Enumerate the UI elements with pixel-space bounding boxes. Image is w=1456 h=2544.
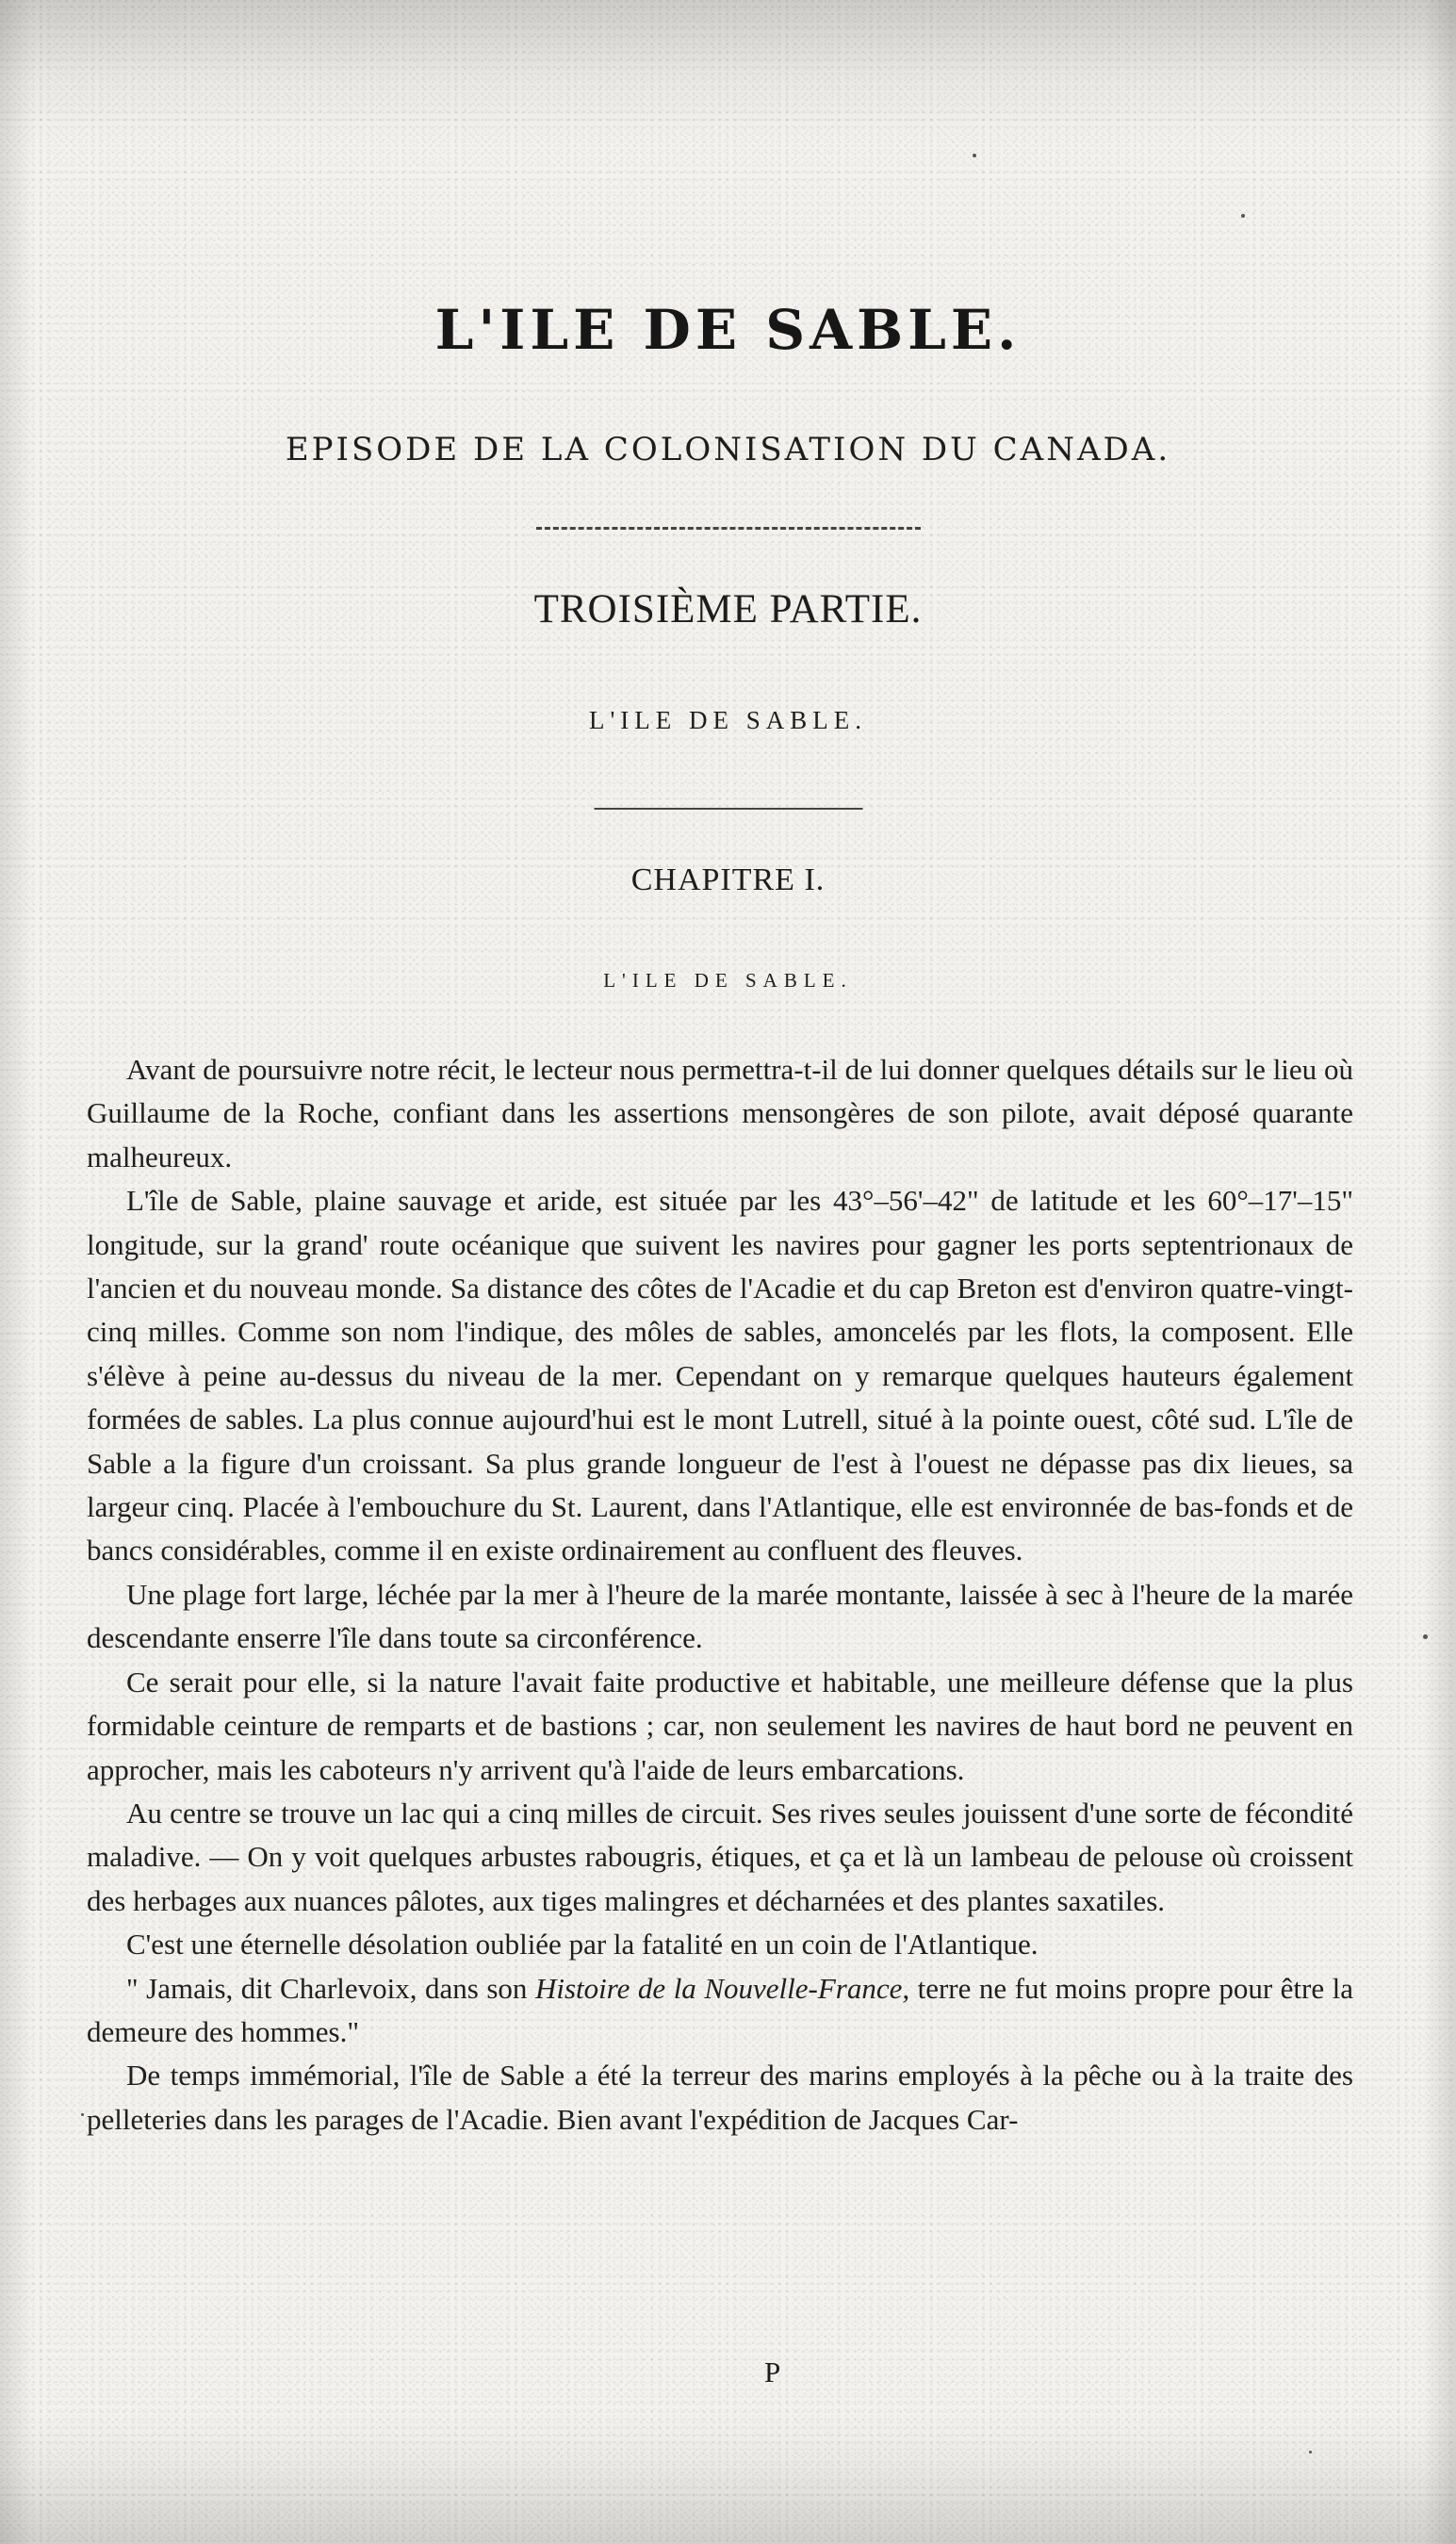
print-speck bbox=[1423, 1634, 1428, 1639]
quote-paragraph bbox=[87, 1967, 1353, 2055]
chapter-subtitle: L'ILE DE SABLE. bbox=[603, 969, 853, 992]
paragraph: Au centre se trouve un lac qui a cinq milles de circuit. Ses rives seules jouissent d'une sorte de fécondité maladive. — On y voit quelques arbustes rabougris, étiques, et ça et là un lambeau de pelouse où croissent des herbages aux nuances pâlotes, aux tiges malingres et décharnées et des plantes saxatiles. bbox=[87, 1796, 1353, 1917]
print-speck bbox=[81, 2113, 84, 2116]
book-title: Histoire de la Nouvelle-France, bbox=[534, 1971, 910, 2005]
section-title: L'ILE DE SABLE. bbox=[588, 706, 868, 734]
paragraph: De temps immémorial, l'île de Sable a été la terreur des marins employés à la pêche ou à la traite des pelleteries dans les parages de l'Acadie. Bien avant l'expédition de Jacques Car- bbox=[87, 2059, 1353, 2136]
right-page-shadow bbox=[1423, 0, 1456, 2544]
decorative-divider-top bbox=[536, 527, 921, 530]
main-title: L'ILE DE SABLE. bbox=[434, 298, 1022, 362]
paragraph: Ce serait pour elle, si la nature l'avait faite productive et habitable, une meilleure défense que la plus formidable ceinture de remparts et de bastions ; car, non seulement les navires de haut bord ne peuvent en approcher, mais les caboteurs n'y arrivent qu'à l'aide de leurs embarcations. bbox=[87, 1665, 1353, 1786]
signature-mark: P bbox=[764, 2355, 781, 2388]
quote-suffix: terre ne fut moins propre pour être la demeure des hommes." bbox=[87, 1971, 1353, 2048]
chapter-title: CHAPITRE I. bbox=[630, 862, 826, 897]
chapter-body bbox=[87, 1048, 1353, 2142]
subtitle: EPISODE DE LA COLONISATION DU CANADA. bbox=[285, 431, 1171, 468]
paragraph: Avant de poursuivre notre récit, le lecteur nous permettra-t-il de lui donner quelques détails sur le lieu où Guillaume de la Roche, confiant dans les assertions mensongères de son pilote, avait déposé quarante malheureux. bbox=[87, 1053, 1353, 1174]
print-speck bbox=[973, 154, 976, 157]
paragraph: L'île de Sable, plaine sauvage et aride, est située par les 43°–56'–42" de latitude et les 60°–17'–15" longitude, sur la grand' route océanique que suivent les navires pour gagner les ports septentrionaux de l'ancien et du nouveau monde. Sa distance des côtes de l'Acadie et du cap Breton est d'environ quatre-vingt-cinq milles. Comme son nom l'indique, des môles de sables, amoncelés par les flots, la composent. Elle s'élève à peine au-dessus du niveau de la mer. Cependant on y remarque quelques hauteurs également formées de sables. La plus connue aujourd'hui est le mont Lutrell, situé à la pointe ouest, côté sud. L'île de Sable a la figure d'un croissant. Sa plus grande longueur de l'est à l'ouest ne dépasse pas dix lieues, sa largeur cinq. Placée à l'embouchure du St. Laurent, dans l'Atlantique, elle est environnée de bas-fonds et de bancs considérables, comme il en existe ordinairement au confluent des fleuves. bbox=[87, 1184, 1353, 1567]
left-page-shadow bbox=[0, 0, 33, 2544]
print-speck bbox=[1309, 2451, 1312, 2454]
quote-prefix: " Jamais, dit Charlevoix, dans son bbox=[126, 1971, 535, 2005]
paragraph: C'est une éternelle désolation oubliée par la fatalité en un coin de l'Atlantique. bbox=[126, 1928, 1039, 1961]
part-title: TROISIÈME PARTIE. bbox=[533, 587, 923, 632]
paragraph: Une plage fort large, léchée par la mer à l'heure de la marée montante, laissée à sec à l'heure de la marée descendante enserre l'île dans toute sa circonférence. bbox=[87, 1577, 1353, 1655]
decorative-divider-middle bbox=[594, 808, 862, 810]
print-speck bbox=[1241, 214, 1245, 218]
